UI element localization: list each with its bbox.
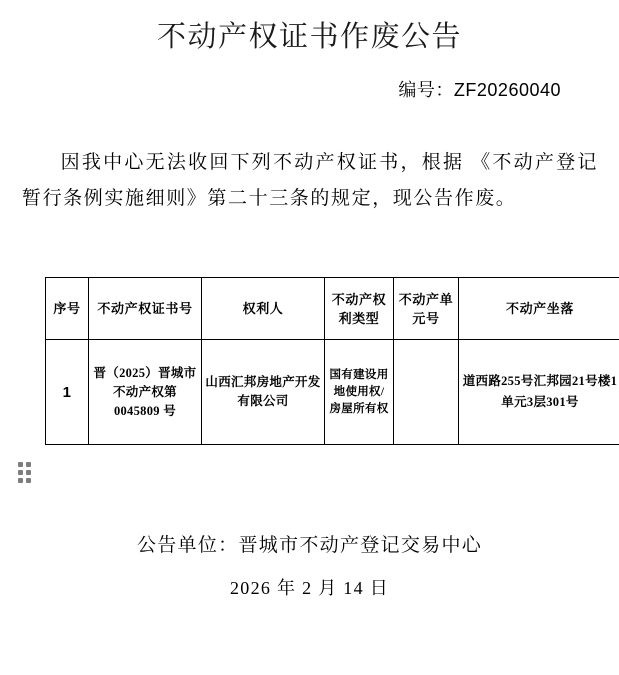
cell-unit-no [394, 340, 459, 445]
table-header [46, 278, 619, 340]
notice-body-text: 因我中心无法收回下列不动产权证书，根据 《不动产登记暂行条例实施细则》第二十三条的规定，现公告作废。 [22, 152, 598, 209]
grip-dot [18, 470, 23, 475]
table-row [46, 340, 619, 445]
table-header-row [46, 278, 619, 340]
grip-dot [26, 462, 31, 467]
grip-dot [18, 478, 23, 483]
cell-cert-no: 晋（2025）晋城市不动产权第 0045809 号 [89, 340, 202, 445]
grip-dot [18, 462, 23, 467]
grip-dot [26, 470, 31, 475]
cell-seq: 1 [46, 340, 89, 445]
page-title: 不动产权证书作废公告 [156, 21, 462, 53]
certificate-table-wrapper [45, 277, 618, 445]
header-cell-owner: 权利人 [202, 278, 325, 340]
certificate-table [45, 277, 619, 445]
header-cell-type: 不动产权利类型 [325, 278, 394, 340]
table-body [46, 340, 619, 445]
header-cell-location: 不动产坐落 [459, 278, 619, 340]
header-cell-seq: 序号 [46, 278, 89, 340]
grip-dot [26, 478, 31, 483]
cell-location: 道西路255号汇邦园21号楼1单元3层301号 [459, 340, 619, 445]
document-serial-number: 编号：ZF20260040 [398, 80, 561, 100]
header-cell-unit-no: 不动产单元号 [394, 278, 459, 340]
issue-date: 2026 年 2 月 14 日 [230, 578, 389, 598]
header-cell-cert-no: 不动产权证书号 [89, 278, 202, 340]
notice-body-paragraph [22, 145, 598, 217]
cell-owner: 山西汇邦房地产开发有限公司 [202, 340, 325, 445]
table-drag-handle-icon[interactable] [18, 462, 31, 483]
issuing-organization: 公告单位：晋城市不动产登记交易中心 [136, 535, 483, 556]
cell-type: 国有建设用地使用权/房屋所有权 [325, 340, 394, 445]
